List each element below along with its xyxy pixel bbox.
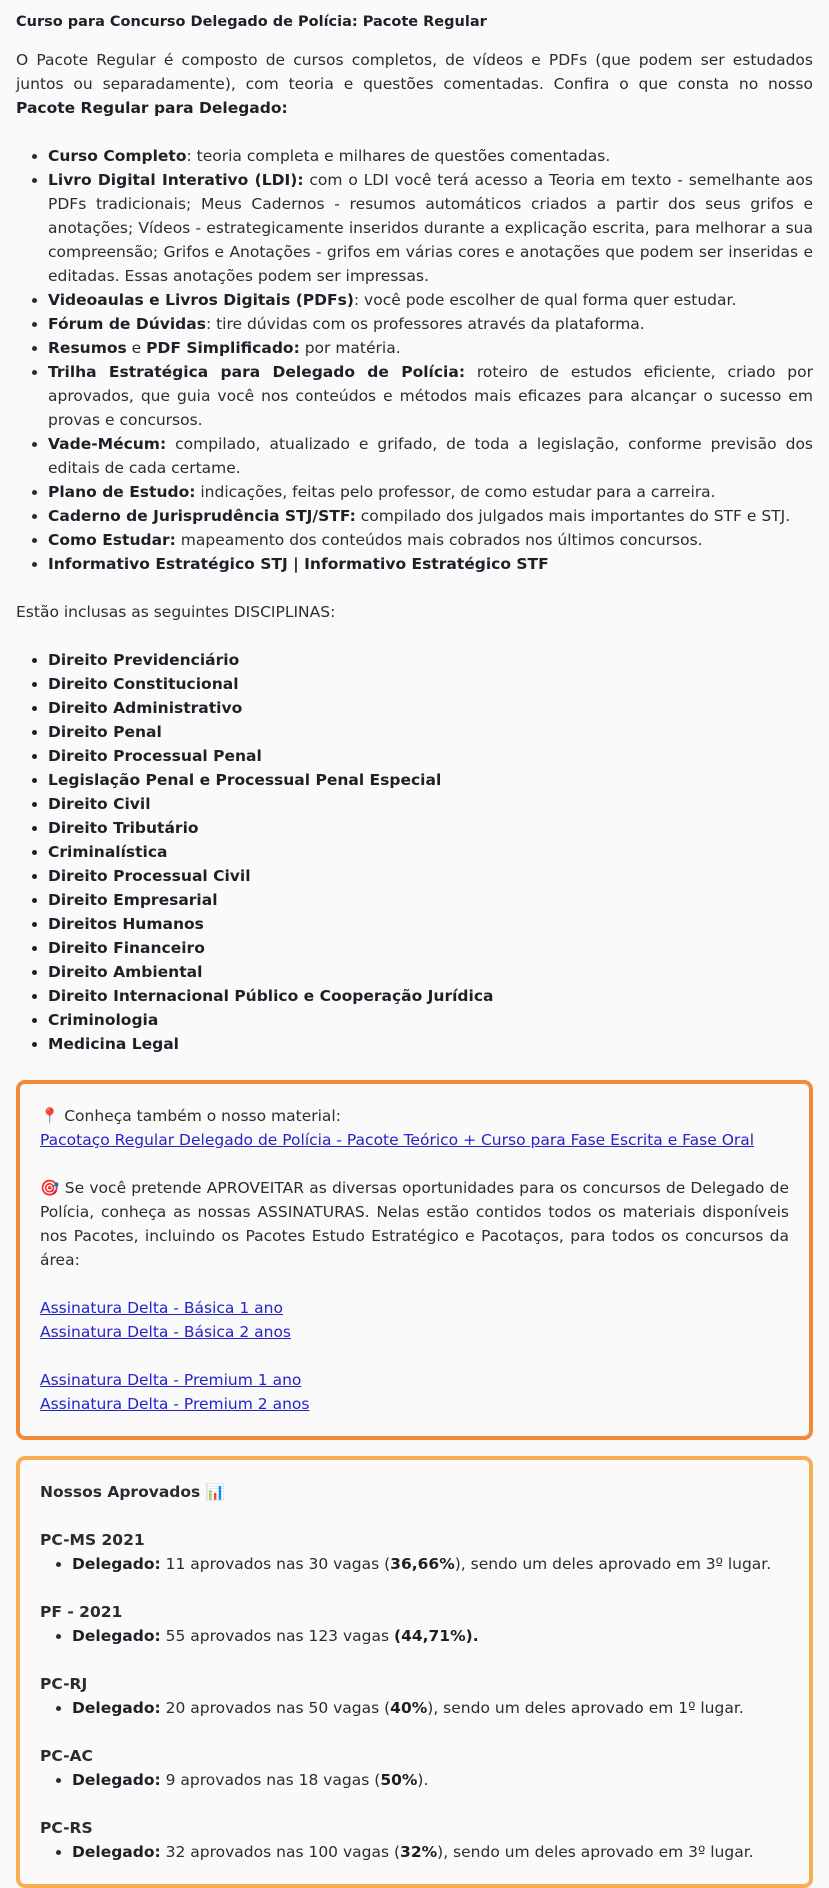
bar-chart-icon: 📊 xyxy=(205,1483,225,1501)
discipline-item: • Direito Processual Civil xyxy=(48,864,813,888)
discipline-item: • Criminalística xyxy=(48,840,813,864)
subscription-premium-1-link[interactable]: Assinatura Delta - Premium 1 ano xyxy=(40,1371,302,1389)
feature-item xyxy=(48,168,813,288)
exam-result xyxy=(72,1552,789,1576)
feature-text: : tire dúvidas com os professores através da plataforma. xyxy=(205,315,645,333)
exam-name: PF - 2021 xyxy=(40,1603,123,1621)
result-text-2: ), sendo um deles aprovado em 3º lugar. xyxy=(454,1555,772,1573)
spacer xyxy=(40,1576,789,1600)
promo-box xyxy=(16,1080,813,1440)
feature-title-2: PDF Simplificado: xyxy=(146,339,300,357)
discipline-item: • Legislação Penal e Processual Penal Especial xyxy=(48,768,813,792)
result-percent: 32% xyxy=(400,1843,438,1861)
feature-title: Fórum de Dúvidas xyxy=(48,315,206,333)
feature-title: Informativo Estratégico STJ | Informativo Estratégico STF xyxy=(48,555,549,573)
discipline-item: • Direito Empresarial xyxy=(48,888,813,912)
discipline-item: • Direito Previdenciário xyxy=(48,648,813,672)
intro-paragraph xyxy=(16,48,813,120)
discipline-item: • Direito Administrativo xyxy=(48,696,813,720)
discipline-item: • Direito Ambiental xyxy=(48,960,813,984)
spacer xyxy=(40,1792,789,1816)
feature-item xyxy=(48,360,813,432)
feature-title: Videoaulas e Livros Digitais (PDFs) xyxy=(48,291,354,309)
result-label: Delegado: xyxy=(72,1843,161,1861)
discipline-item: • Criminologia xyxy=(48,1008,813,1032)
discipline-item: • Direito Penal xyxy=(48,720,813,744)
exam-result-list xyxy=(40,1624,789,1648)
feature-text: compilado, atualizado e grifado, de toda a legislação, conforme previsão dos editais de cada certame. xyxy=(48,435,813,477)
approved-box xyxy=(16,1456,813,1888)
feature-item xyxy=(48,144,813,168)
spacer xyxy=(40,1648,789,1672)
spacer xyxy=(40,1344,789,1368)
disciplines-list xyxy=(16,648,813,1056)
feature-title: Caderno de Jurisprudência STJ/STF: xyxy=(48,507,356,525)
discipline-item: • Direito Internacional Público e Cooperação Jurídica xyxy=(48,984,813,1008)
feature-item xyxy=(48,288,813,312)
feature-item xyxy=(48,504,813,528)
target-icon: 🎯 xyxy=(40,1179,60,1197)
discipline-item: • Direito Constitucional xyxy=(48,672,813,696)
feature-text-2: por matéria. xyxy=(299,339,401,357)
feature-title: Plano de Estudo: xyxy=(48,483,196,501)
page-title: Curso para Concurso Delegado de Polícia: Pacote Regular xyxy=(16,14,487,30)
result-text-2: ). xyxy=(417,1771,429,1789)
discipline-item: • Direitos Humanos xyxy=(48,912,813,936)
result-text: 11 aprovados nas 30 vagas ( xyxy=(160,1555,391,1573)
feature-item xyxy=(48,312,813,336)
exam-result-list xyxy=(40,1696,789,1720)
feature-text: mapeamento dos conteúdos mais cobrados nos últimos concursos. xyxy=(175,531,703,549)
result-percent: 36,66% xyxy=(390,1555,455,1573)
subscriptions-text: Se você pretende APROVEITAR as diversas oportunidades para os concursos de Delegado de Polícia, conheça as nossas ASSINATURAS. Nelas estão contidos todos os materiais disponíveis nos Pacotes, incluindo os Pacotes Estudo Estratégico e Pacotaços, para todos os concursos da área: xyxy=(40,1179,789,1269)
feature-text: indicações, feitas pelo professor, de como estudar para a carreira. xyxy=(195,483,716,501)
feature-text: : você pode escolher de qual forma quer estudar. xyxy=(353,291,737,309)
result-text: 55 aprovados nas 123 vagas xyxy=(160,1627,394,1645)
spacer xyxy=(40,1720,789,1744)
spacer xyxy=(40,1504,789,1528)
approved-title-text: Nossos Aprovados xyxy=(40,1483,201,1501)
exam-result-list xyxy=(40,1552,789,1576)
disciplines-label: Estão inclusas as seguintes DISCIPLINAS: xyxy=(16,603,336,621)
result-label: Delegado: xyxy=(72,1555,161,1573)
result-text: 32 aprovados nas 100 vagas ( xyxy=(160,1843,401,1861)
know-text: Conheça também o nosso material: xyxy=(59,1107,341,1125)
know-line xyxy=(40,1104,789,1128)
exam-name: PC-AC xyxy=(40,1747,93,1765)
result-text-2: ), sendo um deles aprovado em 1º lugar. xyxy=(427,1699,744,1717)
feature-text: e xyxy=(126,339,147,357)
feature-text: roteiro de estudos eficiente, criado por aprovados, que guia você nos conteúdos e métodos mais eficazes para alcançar o sucesso em provas e concursos. xyxy=(48,363,813,429)
result-percent: (44,71%). xyxy=(393,1627,479,1645)
feature-title: Como Estudar: xyxy=(48,531,176,549)
approved-title xyxy=(40,1480,789,1504)
feature-title: Vade-Mécum: xyxy=(48,435,167,453)
subscription-basic-1-link[interactable]: Assinatura Delta - Básica 1 ano xyxy=(40,1299,283,1317)
result-text: 20 aprovados nas 50 vagas ( xyxy=(160,1699,391,1717)
feature-title: Resumos xyxy=(48,339,127,357)
feature-title: Curso Completo xyxy=(48,147,187,165)
exam-result xyxy=(72,1840,789,1864)
subscription-basic-2-link[interactable]: Assinatura Delta - Básica 2 anos xyxy=(40,1323,292,1341)
exam-result xyxy=(72,1624,789,1648)
exam-result-list xyxy=(40,1840,789,1864)
pacotaco-link[interactable]: Pacotaço Regular Delegado de Polícia - Pacote Teórico + Curso para Fase Escrita e Fase Oral xyxy=(40,1131,755,1149)
feature-item xyxy=(48,480,813,504)
result-text: 9 aprovados nas 18 vagas ( xyxy=(160,1771,381,1789)
exam-result xyxy=(72,1768,789,1792)
feature-title: Trilha Estratégica para Delegado de Polícia: xyxy=(48,363,466,381)
discipline-item: • Direito Processual Penal xyxy=(48,744,813,768)
spacer xyxy=(40,1152,789,1176)
exam-name: PC-MS 2021 xyxy=(40,1531,145,1549)
discipline-item: • Direito Tributário xyxy=(48,816,813,840)
subscriptions-paragraph xyxy=(40,1176,789,1272)
feature-item xyxy=(48,336,813,360)
result-label: Delegado: xyxy=(72,1627,161,1645)
feature-text: com o LDI você terá acesso a Teoria em texto - semelhante aos PDFs tradicionais; Meus Cadernos - resumos automáticos criados a partir dos seus grifos e anotações; Vídeos - estrategicamente inseridos durante a explicação escrita, para melhorar a sua compreensão; Grifos e Anotações - grifos em várias cores e anotações que podem ser inseridas e editadas. Essas anotações podem ser impressas. xyxy=(48,171,813,285)
exam-result xyxy=(72,1696,789,1720)
intro-bold: Pacote Regular para Delegado: xyxy=(16,99,288,117)
intro-text: O Pacote Regular é composto de cursos completos, de vídeos e PDFs (que podem ser estudados juntos ou separadamente), com teoria e questões comentadas. Confira o que consta no nosso xyxy=(16,51,813,93)
feature-text: : teoria completa e milhares de questões comentadas. xyxy=(186,147,611,165)
discipline-item: • Direito Civil xyxy=(48,792,813,816)
exam-result-list xyxy=(40,1768,789,1792)
feature-item xyxy=(48,528,813,552)
subscription-premium-2-link[interactable]: Assinatura Delta - Premium 2 anos xyxy=(40,1395,310,1413)
feature-item xyxy=(48,432,813,480)
pin-icon: 📍 xyxy=(40,1107,60,1125)
discipline-item: • Direito Financeiro xyxy=(48,936,813,960)
exam-name: PC-RJ xyxy=(40,1675,88,1693)
result-label: Delegado: xyxy=(72,1771,161,1789)
result-percent: 40% xyxy=(390,1699,428,1717)
feature-title: Livro Digital Interativo (LDI): xyxy=(48,171,304,189)
discipline-item: • Medicina Legal xyxy=(48,1032,813,1056)
exam-name: PC-RS xyxy=(40,1819,93,1837)
feature-text: compilado dos julgados mais importantes do STF e STJ. xyxy=(355,507,791,525)
result-text-2: ), sendo um deles aprovado em 3º lugar. xyxy=(437,1843,754,1861)
result-percent: 50% xyxy=(380,1771,418,1789)
result-label: Delegado: xyxy=(72,1699,161,1717)
feature-item xyxy=(48,552,813,576)
spacer xyxy=(40,1272,789,1296)
features-list xyxy=(16,144,813,576)
